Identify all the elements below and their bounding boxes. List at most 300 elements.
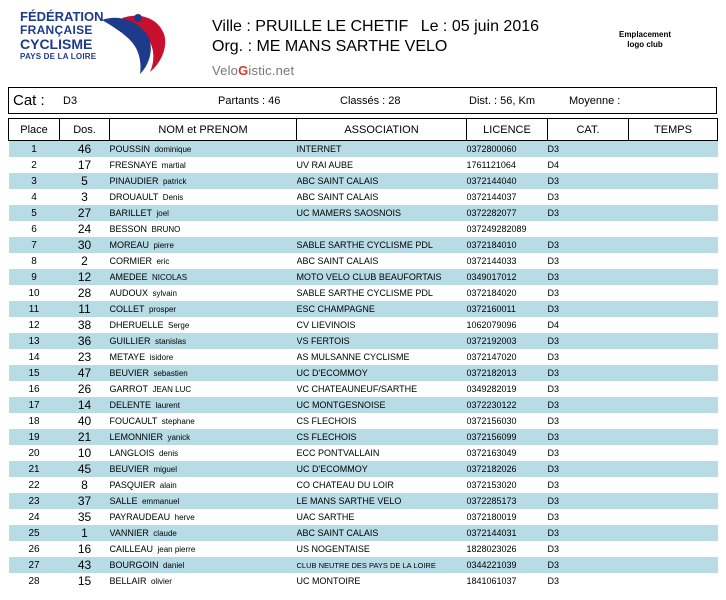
cell-place: 27 [9,557,60,573]
cell-temps [629,557,718,573]
cell-last-name: DHERUELLE [109,320,164,330]
cell-name [110,333,297,349]
col-header-temps: TEMPS [629,119,718,141]
cell-name [110,253,297,269]
table-row [9,349,718,365]
cell-temps [629,189,718,205]
cell-first-name: Denis [162,193,184,202]
cell-name [110,317,297,333]
cell-first-name: JEAN LUC [152,385,192,394]
event-location-row [212,17,539,37]
classes-count: Classés : 28 [340,95,401,107]
cell-dos: 37 [60,493,110,509]
cell-temps [629,477,718,493]
club-logo-line1: Emplacement [618,30,672,39]
cell-association: ABC SAINT CALAIS [297,173,467,189]
table-row [9,333,718,349]
cell-cat: D3 [548,269,629,285]
category-bar [8,87,717,114]
cell-last-name: PINAUDIER [109,176,159,186]
cell-licence: 037249282089 [467,221,548,237]
cell-temps [629,413,718,429]
cell-temps [629,173,718,189]
federation-logo [20,10,180,82]
cell-last-name: BOURGOIN [109,560,159,570]
cell-dos: 17 [60,157,110,173]
cell-name [110,541,297,557]
cell-cat: D3 [548,509,629,525]
cell-cat: D3 [548,189,629,205]
cell-cat: D4 [548,317,629,333]
cell-cat: D3 [548,541,629,557]
cell-name [110,301,297,317]
cell-first-name: patrick [162,177,187,186]
cell-licence: 0349017012 [467,269,548,285]
cell-first-name: eric [156,257,170,266]
cell-cat: D3 [548,461,629,477]
cell-place: 24 [9,509,60,525]
category-value: D3 [63,95,78,107]
club-logo-line2: logo club [627,40,663,49]
cell-cat: D3 [548,429,629,445]
cell-last-name: FOUCAULT [109,416,158,426]
cell-cat: D3 [548,301,629,317]
cell-place: 15 [9,365,60,381]
cell-first-name: pierre [153,241,174,250]
cell-cat: D3 [548,365,629,381]
cell-place: 6 [9,221,60,237]
cell-temps [629,429,718,445]
cell-last-name: DROUAULT [109,192,159,202]
cell-licence: 0372192003 [467,333,548,349]
cell-licence: 0372282077 [467,205,548,221]
cell-place: 22 [9,477,60,493]
cell-dos: 43 [60,557,110,573]
cell-association: INTERNET [297,141,467,158]
col-header-licence: LICENCE [467,119,548,141]
cell-place: 11 [9,301,60,317]
cell-cat: D3 [548,381,629,397]
cell-licence: 1841061037 [467,573,548,589]
table-row [9,493,718,509]
cell-temps [629,525,718,541]
event-organizer-row [212,37,539,57]
results-body [9,141,718,590]
cell-last-name: AMEDEE [109,272,148,282]
cell-licence: 0372182013 [467,365,548,381]
cell-place: 25 [9,525,60,541]
partants-count: Partants : 46 [218,95,281,107]
event-info [212,17,539,57]
cell-first-name: sylvain [152,289,177,298]
col-header-name: NOM et PRENOM [110,119,297,141]
cell-name [110,269,297,285]
cell-name [110,157,297,173]
cell-name [110,285,297,301]
cell-dos: 30 [60,237,110,253]
col-header-association: ASSOCIATION [297,119,467,141]
cell-place: 5 [9,205,60,221]
cell-place: 10 [9,285,60,301]
cell-last-name: MOREAU [109,240,150,250]
cell-first-name: martial [161,161,186,170]
table-row [9,509,718,525]
cell-licence: 1828023026 [467,541,548,557]
cell-place: 2 [9,157,60,173]
cell-first-name: prosper [148,305,177,314]
cell-association: CO CHATEAU DU LOIR [297,477,467,493]
table-row [9,221,718,237]
cell-cat: D3 [548,493,629,509]
cell-cat: D3 [548,285,629,301]
table-row [9,445,718,461]
cell-temps [629,349,718,365]
cell-temps [629,381,718,397]
cell-dos: 46 [60,141,110,158]
cell-dos: 11 [60,301,110,317]
cell-temps [629,157,718,173]
cell-dos: 26 [60,381,110,397]
cell-temps [629,445,718,461]
cell-dos: 3 [60,189,110,205]
cell-place: 12 [9,317,60,333]
col-header-dos: Dos. [60,119,110,141]
cell-place: 14 [9,349,60,365]
cell-association: ABC SAINT CALAIS [297,189,467,205]
cell-last-name: SALLE [109,496,138,506]
cell-association: UC D'ECOMMOY [297,461,467,477]
cell-name [110,397,297,413]
table-row [9,413,718,429]
cell-cat: D3 [548,573,629,589]
cell-dos: 5 [60,173,110,189]
cell-cat: D3 [548,237,629,253]
cell-first-name: joel [156,209,169,218]
cell-licence: 1761121064 [467,157,548,173]
cell-name [110,221,297,237]
cell-cat: D4 [548,157,629,173]
velogistic-brand: VeloGistic.net [212,63,295,78]
cell-place: 8 [9,253,60,269]
cell-temps [629,541,718,557]
table-row [9,189,718,205]
table-row [9,429,718,445]
cell-place: 23 [9,493,60,509]
cell-cat: D3 [548,141,629,158]
cell-last-name: LANGLOIS [109,448,155,458]
cell-first-name: stanislas [154,337,187,346]
moyenne: Moyenne : [569,95,621,107]
cell-association: SABLE SARTHE CYCLISME PDL [297,237,467,253]
cell-dos: 24 [60,221,110,237]
cell-temps [629,221,718,237]
cell-first-name: miguel [153,465,178,474]
table-row [9,477,718,493]
cell-last-name: METAYE [109,352,146,362]
cell-temps [629,461,718,477]
cell-last-name: PASQUIER [109,480,156,490]
cell-temps [629,365,718,381]
cell-name [110,141,297,158]
cell-licence: 0372182026 [467,461,548,477]
cell-association: ABC SAINT CALAIS [297,525,467,541]
cell-name [110,429,297,445]
cell-temps [629,301,718,317]
table-row [9,461,718,477]
cell-dos: 1 [60,525,110,541]
cell-dos: 16 [60,541,110,557]
cell-dos: 35 [60,509,110,525]
cell-licence: 0372163049 [467,445,548,461]
table-row [9,301,718,317]
logo-line-region: PAYS DE LA LOIRE [20,52,97,61]
cell-licence: 0372184020 [467,285,548,301]
cell-cat: D3 [548,445,629,461]
cell-association: SABLE SARTHE CYCLISME PDL [297,285,467,301]
cell-last-name: VANNIER [109,528,149,538]
cell-place: 7 [9,237,60,253]
cell-name [110,381,297,397]
cell-association: UAC SARTHE [297,509,467,525]
cell-name [110,365,297,381]
logo-line-federation: FÉDÉRATION [20,9,104,24]
table-row [9,573,718,589]
cell-association: UC MONTOIRE [297,573,467,589]
cell-first-name: jean pierre [157,545,196,554]
cell-licence: 0372144037 [467,189,548,205]
cell-name [110,477,297,493]
cell-licence: 0372285173 [467,493,548,509]
cell-dos: 28 [60,285,110,301]
cell-first-name: BRUNO [151,225,181,234]
cell-association: CLUB NEUTRE DES PAYS DE LA LOIRE [297,557,467,573]
cell-dos: 40 [60,413,110,429]
cell-first-name: dominique [154,145,192,154]
table-row [9,397,718,413]
cell-temps [629,509,718,525]
cell-name [110,573,297,589]
cell-association: CV LIEVINOIS [297,317,467,333]
cell-temps [629,141,718,158]
cell-association: AS MULSANNE CYCLISME [297,349,467,365]
cell-last-name: BELLAIR [109,576,147,586]
cell-temps [629,493,718,509]
cell-first-name: isidore [149,353,174,362]
org-value: ME MANS SARTHE VELO [256,38,448,55]
cell-name [110,189,297,205]
cell-association: ECC PONTVALLAIN [297,445,467,461]
cell-licence: 0372156030 [467,413,548,429]
cell-first-name: herve [174,513,195,522]
cell-name [110,461,297,477]
cell-first-name: Serge [167,321,190,330]
cell-licence: 0372144033 [467,253,548,269]
cell-temps [629,573,718,589]
table-row [9,317,718,333]
cell-name [110,525,297,541]
cell-dos: 8 [60,477,110,493]
cell-last-name: LEMONNIER [109,432,164,442]
cell-name [110,413,297,429]
ville-label: Ville : [212,18,251,35]
cell-licence: 0372180019 [467,509,548,525]
cyclist-swoosh-icon [92,10,172,80]
cell-temps [629,269,718,285]
cell-dos: 47 [60,365,110,381]
table-row [9,381,718,397]
cell-cat: D3 [548,349,629,365]
cell-last-name: BESSON [109,224,148,234]
table-row [9,237,718,253]
cell-licence: 1062079096 [467,317,548,333]
cell-association: VC CHATEAUNEUF/SARTHE [297,381,467,397]
cell-first-name: daniel [162,561,185,570]
cell-last-name: PAYRAUDEAU [109,512,171,522]
cell-place: 4 [9,189,60,205]
cell-association: VS FERTOIS [297,333,467,349]
cell-first-name: stephane [161,417,195,426]
table-row [9,285,718,301]
cell-dos: 27 [60,205,110,221]
table-row [9,141,718,158]
cell-name [110,173,297,189]
cell-association: UV RAI AUBE [297,157,467,173]
results-table [8,118,718,589]
cell-temps [629,237,718,253]
table-row [9,157,718,173]
cell-last-name: FRESNAYE [109,160,158,170]
org-label: Org. : [212,38,253,55]
col-header-place: Place [9,119,60,141]
cell-place: 13 [9,333,60,349]
cell-association: ABC SAINT CALAIS [297,253,467,269]
cell-name [110,205,297,221]
cell-name [110,493,297,509]
cell-cat: D3 [548,397,629,413]
cell-association: UC MAMERS SAOSNOIS [297,205,467,221]
cell-dos: 15 [60,573,110,589]
cell-temps [629,397,718,413]
cell-name [110,445,297,461]
cell-association: CS FLECHOIS [297,429,467,445]
cell-first-name: emmanuel [141,497,180,506]
cell-licence: 0372156099 [467,429,548,445]
cell-dos: 45 [60,461,110,477]
cell-last-name: AUDOUX [109,288,149,298]
cell-temps [629,333,718,349]
cell-place: 1 [9,141,60,158]
cell-association: UC D'ECOMMOY [297,365,467,381]
cell-place: 17 [9,397,60,413]
cell-cat: D3 [548,173,629,189]
table-row [9,541,718,557]
table-row [9,557,718,573]
cell-place: 26 [9,541,60,557]
cell-first-name: denis [158,449,179,458]
cell-place: 16 [9,381,60,397]
cell-association: UC MONTGESNOISE [297,397,467,413]
cell-dos: 14 [60,397,110,413]
cell-licence: 0349282019 [467,381,548,397]
table-row [9,365,718,381]
cell-name [110,237,297,253]
cell-dos: 12 [60,269,110,285]
cell-temps [629,205,718,221]
cell-last-name: BARILLET [109,208,153,218]
cell-cat: D3 [548,413,629,429]
cell-temps [629,317,718,333]
cell-licence: 0372144031 [467,525,548,541]
cell-place: 3 [9,173,60,189]
table-row [9,173,718,189]
cell-place: 20 [9,445,60,461]
logo-line-cyclisme: CYCLISME [20,36,93,52]
cell-cat: D3 [548,477,629,493]
cell-licence: 0344221039 [467,557,548,573]
cell-dos: 10 [60,445,110,461]
table-row [9,253,718,269]
cell-association: US NOGENTAISE [297,541,467,557]
cell-licence: 0372184010 [467,237,548,253]
cell-first-name: NICOLAS [151,273,188,282]
date-label: Le : [420,18,448,35]
table-row [9,269,718,285]
cell-last-name: GUILLIER [109,336,151,346]
cell-association [297,221,467,237]
cell-association: ESC CHAMPAGNE [297,301,467,317]
cell-cat: D3 [548,253,629,269]
cell-cat [548,221,629,237]
cell-dos: 36 [60,333,110,349]
cell-dos: 2 [60,253,110,269]
cell-association: CS FLECHOIS [297,413,467,429]
cell-last-name: CORMIER [109,256,152,266]
category-label: Cat : [13,92,45,109]
cell-licence: 0372800060 [467,141,548,158]
club-logo-placeholder [600,30,690,50]
table-header-row [9,119,718,141]
cell-cat: D3 [548,333,629,349]
cell-last-name: POUSSIN [109,144,151,154]
cell-licence: 0372160011 [467,301,548,317]
cell-last-name: CAILLEAU [109,544,154,554]
cell-place: 28 [9,573,60,589]
cell-cat: D3 [548,525,629,541]
cell-place: 9 [9,269,60,285]
table-row [9,205,718,221]
distance: Dist. : 56, Km [469,95,536,107]
logo-line-francaise: FRANÇAISE [20,23,93,37]
cell-first-name: olivier [150,577,172,586]
cell-first-name: sebastien [153,369,188,378]
cell-cat: D3 [548,557,629,573]
cell-place: 18 [9,413,60,429]
cell-temps [629,285,718,301]
table-row [9,525,718,541]
cell-last-name: BEUVIER [109,368,150,378]
cell-licence: 0372144040 [467,173,548,189]
cell-first-name: claude [153,529,177,538]
cell-last-name: DELENTE [109,400,152,410]
date-value: 05 juin 2016 [451,18,540,35]
cell-licence: 0372147020 [467,349,548,365]
cell-dos: 23 [60,349,110,365]
cell-temps [629,253,718,269]
cell-name [110,557,297,573]
cell-last-name: BEUVIER [109,464,150,474]
cell-last-name: GARROT [109,384,149,394]
cell-association: LE MANS SARTHE VELO [297,493,467,509]
